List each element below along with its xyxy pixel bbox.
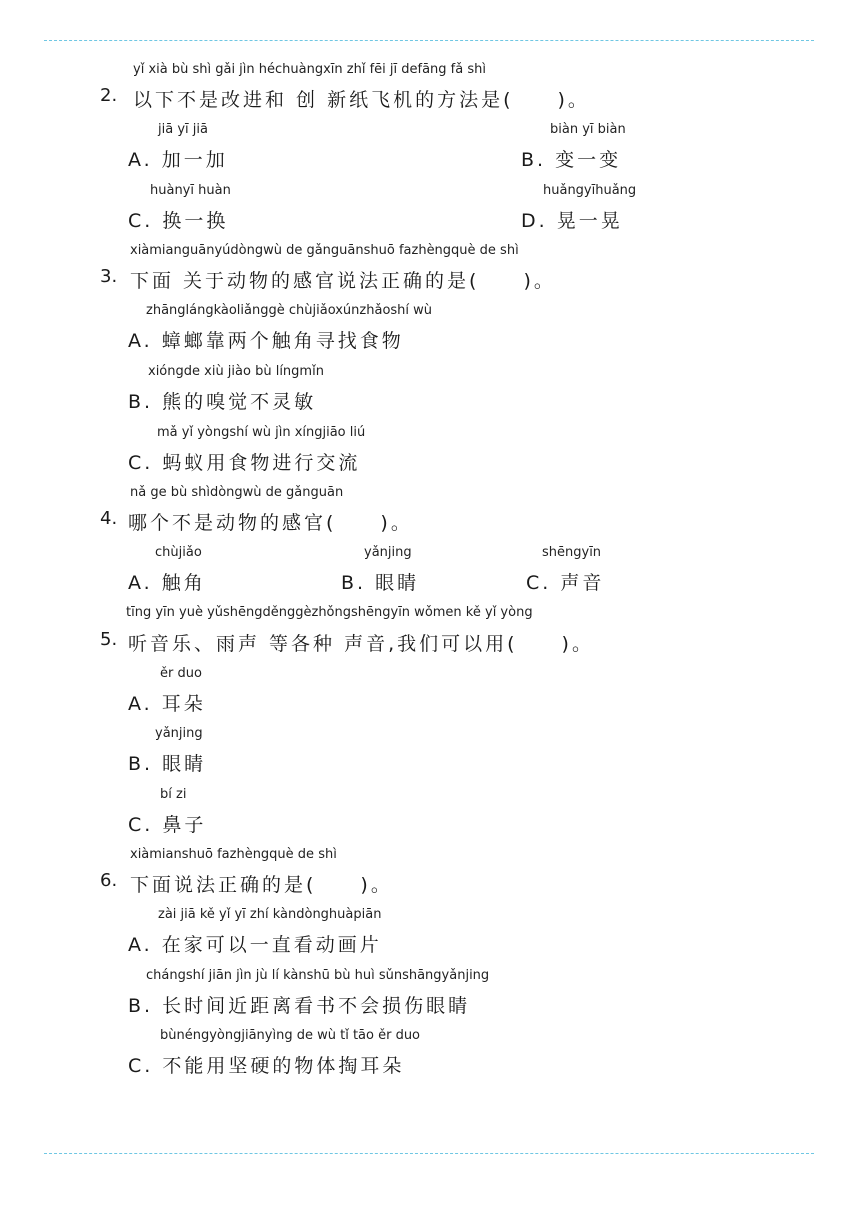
option-a[interactable]: A. 蟑螂靠两个触角寻找食物 (128, 330, 404, 352)
question-pinyin: xiàmianguānyúdòngwù de gǎnguānshuō fazhèngquè de shì (130, 243, 519, 258)
option-c[interactable]: C. 鼻子 (128, 814, 207, 836)
question-number: 6. (100, 870, 118, 891)
top-dashed-divider (44, 40, 814, 41)
option-pinyin: bùnéngyòngjiānyìng de wù tǐ tāo ěr duo (160, 1028, 421, 1043)
option-pinyin: shēngyīn (542, 545, 602, 560)
option-pinyin: yǎnjing (155, 726, 203, 741)
question-stem: 听音乐、雨声 等各种 声音,我们可以用( )。 (128, 633, 594, 655)
option-pinyin: zhānglángkàoliǎnggè chùjiǎoxúnzhǎoshí wù (146, 303, 433, 318)
option-b[interactable]: B. 眼睛 (128, 753, 207, 775)
option-c[interactable]: C. 蚂蚁用食物进行交流 (128, 452, 361, 474)
option-b[interactable]: B. 熊的嗅觉不灵敏 (128, 391, 317, 413)
option-pinyin: mǎ yǐ yòngshí wù jìn xíngjiāo liú (157, 425, 366, 440)
option-b[interactable]: B. 变一变 (521, 149, 622, 171)
question-stem: 以下不是改进和 创 新纸飞机的方法是( )。 (133, 89, 590, 111)
question-number: 3. (100, 266, 118, 287)
option-a[interactable]: A. 耳朵 (128, 693, 206, 715)
option-pinyin: jiā yī jiā (158, 122, 208, 137)
option-c[interactable]: C. 换一换 (128, 210, 229, 232)
question-stem: 下面说法正确的是( )。 (130, 874, 393, 896)
option-pinyin: huǎngyīhuǎng (543, 183, 637, 198)
option-pinyin: zài jiā kě yǐ yī zhí kàndònghuàpiān (158, 907, 382, 922)
question-number: 2. (100, 85, 118, 106)
option-d[interactable]: D. 晃一晃 (521, 210, 623, 232)
option-c[interactable]: C. 声音 (526, 572, 605, 594)
option-pinyin: huànyī huàn (150, 183, 231, 198)
option-b[interactable]: B. 眼睛 (341, 572, 420, 594)
question-number: 4. (100, 508, 118, 529)
option-pinyin: biàn yī biàn (550, 122, 626, 137)
option-a[interactable]: A. 在家可以一直看动画片 (128, 934, 382, 956)
question-pinyin: yǐ xià bù shì gǎi jìn héchuàngxīn zhǐ fēi jī defāng fǎ shì (133, 62, 486, 77)
option-a[interactable]: A. 加一加 (128, 149, 228, 171)
option-pinyin: ěr duo (160, 666, 202, 681)
bottom-dashed-divider (44, 1153, 814, 1154)
question-number: 5. (100, 629, 118, 650)
option-c[interactable]: C. 不能用坚硬的物体掏耳朵 (128, 1055, 405, 1077)
question-stem: 下面 关于动物的感官说法正确的是( )。 (130, 270, 556, 292)
option-pinyin: chángshí jiān jìn jù lí kànshū bù huì sǔnshāngyǎnjing (146, 968, 490, 983)
option-pinyin: yǎnjing (364, 545, 412, 560)
question-stem: 哪个不是动物的感官( )。 (128, 512, 413, 534)
option-a[interactable]: A. 触角 (128, 572, 206, 594)
question-pinyin: nǎ ge bù shìdòngwù de gǎnguān (130, 485, 344, 500)
question-pinyin: xiàmianshuō fazhèngquè de shì (130, 847, 337, 862)
option-pinyin: xióngde xiù jiào bù língmǐn (148, 364, 324, 379)
option-b[interactable]: B. 长时间近距离看书不会损伤眼睛 (128, 995, 471, 1017)
option-pinyin: bí zi (160, 787, 187, 802)
option-pinyin: chùjiǎo (155, 545, 202, 560)
question-pinyin: tīng yīn yuè yǔshēngděnggèzhǒngshēngyīn wǒmen kě yǐ yòng (126, 605, 533, 620)
